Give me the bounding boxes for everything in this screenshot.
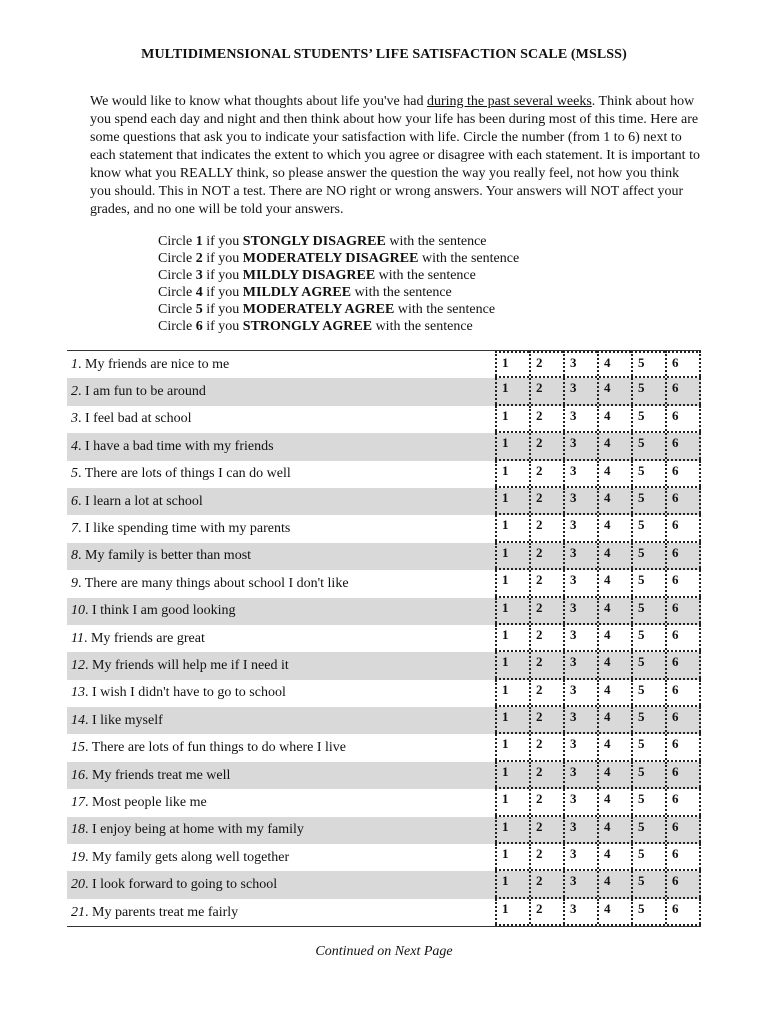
rating-option-1[interactable]: 1	[495, 871, 529, 896]
rating-option-3[interactable]: 3	[563, 871, 597, 896]
rating-options	[495, 899, 701, 926]
legend-label: MODERATELY DISAGREE	[242, 251, 419, 266]
item-text: . Most people like me	[85, 794, 207, 810]
rating-option-2[interactable]: 2	[529, 461, 563, 486]
rating-option-2[interactable]: 2	[529, 871, 563, 896]
item-row	[67, 461, 701, 488]
rating-option-2[interactable]: 2	[529, 762, 563, 787]
item-number: 5	[71, 466, 78, 482]
rating-option-5[interactable]: 5	[631, 406, 665, 431]
rating-options	[495, 652, 701, 679]
rating-option-3[interactable]: 3	[563, 652, 597, 677]
item-number: 11	[71, 630, 84, 646]
item-text: . There are lots of things I can do well	[78, 466, 291, 482]
rating-options	[495, 433, 701, 460]
legend-pre: Circle	[158, 285, 196, 300]
item-number: 6	[71, 493, 78, 509]
rating-option-5[interactable]: 5	[631, 570, 665, 595]
rating-option-1[interactable]: 1	[495, 351, 529, 376]
rating-option-1[interactable]: 1	[495, 488, 529, 513]
rating-option-3[interactable]: 3	[563, 461, 597, 486]
continued-note: Continued on Next Page	[315, 944, 453, 959]
item-row	[67, 817, 701, 844]
rating-option-6[interactable]: 6	[665, 789, 701, 814]
legend-post: with the sentence	[372, 319, 473, 334]
item-text: . My friends are nice to me	[78, 356, 230, 372]
rating-option-5[interactable]: 5	[631, 899, 665, 924]
rating-option-4[interactable]: 4	[597, 433, 631, 458]
rating-option-6[interactable]: 6	[665, 680, 701, 705]
rating-option-2[interactable]: 2	[529, 625, 563, 650]
rating-option-2[interactable]: 2	[529, 515, 563, 540]
item-statement	[67, 576, 495, 592]
rating-option-2[interactable]: 2	[529, 351, 563, 376]
rating-options	[495, 625, 701, 652]
legend-label: MODERATELY AGREE	[242, 302, 395, 317]
rating-option-5[interactable]: 5	[631, 762, 665, 787]
item-statement	[67, 658, 495, 674]
rating-option-6[interactable]: 6	[665, 652, 701, 677]
item-row	[67, 652, 701, 679]
rating-option-4[interactable]: 4	[597, 762, 631, 787]
legend-label: STRONGLY AGREE	[242, 319, 373, 334]
rating-options	[495, 789, 701, 816]
item-text: . I like spending time with my parents	[78, 521, 291, 537]
rating-options	[495, 817, 701, 844]
rating-option-5[interactable]: 5	[631, 789, 665, 814]
instructions-paragraph	[90, 93, 700, 219]
rating-option-2[interactable]: 2	[529, 844, 563, 869]
item-row	[67, 762, 701, 789]
rating-option-5[interactable]: 5	[631, 488, 665, 513]
rating-option-4[interactable]: 4	[597, 871, 631, 896]
item-text: . I look forward to going to school	[85, 877, 278, 893]
item-statement	[67, 713, 495, 729]
rating-option-2[interactable]: 2	[529, 406, 563, 431]
rating-option-6[interactable]: 6	[665, 515, 701, 540]
legend-num: 6	[195, 319, 203, 334]
item-row	[67, 570, 701, 597]
item-text: . I enjoy being at home with my family	[85, 822, 304, 838]
rating-option-1[interactable]: 1	[495, 543, 529, 568]
item-text: . There are lots of fun things to do where I live	[85, 740, 347, 756]
legend-num: 3	[195, 268, 203, 283]
page-title: MULTIDIMENSIONAL STUDENTS’ LIFE SATISFACTION SCALE (MSLSS)	[141, 47, 627, 62]
legend-post: with the sentence	[394, 302, 496, 317]
item-number: 8	[71, 548, 78, 564]
rating-options	[495, 351, 701, 378]
item-row	[67, 789, 701, 816]
rating-option-4[interactable]: 4	[597, 406, 631, 431]
item-number: 21	[71, 904, 85, 920]
item-row	[67, 680, 701, 707]
item-statement	[67, 850, 495, 866]
legend-label: MILDLY DISAGREE	[242, 268, 376, 283]
item-statement	[67, 685, 495, 701]
rating-option-4[interactable]: 4	[597, 461, 631, 486]
rating-option-5[interactable]: 5	[631, 652, 665, 677]
rating-option-6[interactable]: 6	[665, 351, 701, 376]
rating-option-5[interactable]: 5	[631, 378, 665, 403]
item-row	[67, 899, 701, 926]
rating-option-5[interactable]: 5	[631, 707, 665, 732]
rating-option-2[interactable]: 2	[529, 680, 563, 705]
scale-legend	[158, 233, 519, 335]
legend-pre: Circle	[158, 268, 196, 283]
rating-option-3[interactable]: 3	[563, 433, 597, 458]
legend-label: STONGLY DISAGREE	[242, 234, 386, 249]
rating-option-4[interactable]: 4	[597, 625, 631, 650]
item-statement	[67, 740, 495, 756]
item-number: 9	[71, 575, 78, 591]
rating-option-6[interactable]: 6	[665, 461, 701, 486]
rating-option-4[interactable]: 4	[597, 652, 631, 677]
rating-option-5[interactable]: 5	[631, 515, 665, 540]
item-number: 3	[71, 411, 78, 427]
legend-num: 5	[195, 302, 203, 317]
legend-pre: Circle	[158, 251, 196, 266]
item-row	[67, 378, 701, 405]
rating-option-1[interactable]: 1	[495, 652, 529, 677]
legend-label: MILDLY AGREE	[242, 285, 352, 300]
legend-post: with the sentence	[375, 268, 476, 283]
item-number: 15	[71, 740, 85, 756]
rating-option-2[interactable]: 2	[529, 433, 563, 458]
legend-pre: Circle	[158, 302, 196, 317]
instructions-text-2: . Think about how you spend each day and night and then think about how your life has been during most of this time. Here are some questions that ask you to indicate your satisfaction with life. Circle the number (from 1 to 6) next to each statement that indicates the extent to which you agree or disagree with each statement. It is important to know what you REALLY think, so please answer the question the way you really feel, not how you think you should. This in NOT a test. There are NO right or wrong answers. Your answers will NOT affect your grades, and no one will be told your answers.	[90, 94, 700, 217]
rating-option-1[interactable]: 1	[495, 789, 529, 814]
legend-line	[158, 318, 519, 335]
item-text: . I like myself	[85, 712, 163, 728]
item-statement	[67, 795, 495, 811]
rating-option-5[interactable]: 5	[631, 680, 665, 705]
rating-option-2[interactable]: 2	[529, 652, 563, 677]
legend-num: 4	[195, 285, 203, 300]
rating-option-3[interactable]: 3	[563, 406, 597, 431]
item-row	[67, 433, 701, 460]
rating-option-5[interactable]: 5	[631, 871, 665, 896]
rating-option-3[interactable]: 3	[563, 570, 597, 595]
legend-post: with the sentence	[351, 285, 452, 300]
rating-option-5[interactable]: 5	[631, 734, 665, 759]
legend-line	[158, 250, 519, 267]
legend-pre: Circle	[158, 234, 196, 249]
rating-option-6[interactable]: 6	[665, 871, 701, 896]
items-table	[67, 350, 701, 927]
rating-option-1[interactable]: 1	[495, 707, 529, 732]
item-text: . My family gets along well together	[85, 849, 290, 865]
rating-option-2[interactable]: 2	[529, 598, 563, 623]
rating-option-1[interactable]: 1	[495, 680, 529, 705]
rating-option-6[interactable]: 6	[665, 762, 701, 787]
rating-option-6[interactable]: 6	[665, 406, 701, 431]
item-row	[67, 351, 701, 378]
rating-options	[495, 871, 701, 898]
item-text: . My friends are great	[83, 630, 205, 646]
rating-option-1[interactable]: 1	[495, 433, 529, 458]
item-statement	[67, 439, 495, 455]
item-text: . My family is better than most	[78, 548, 252, 564]
legend-line	[158, 233, 519, 250]
rating-option-4[interactable]: 4	[597, 543, 631, 568]
rating-option-6[interactable]: 6	[665, 707, 701, 732]
rating-option-2[interactable]: 2	[529, 570, 563, 595]
item-number: 2	[71, 384, 78, 400]
rating-option-3[interactable]: 3	[563, 488, 597, 513]
rating-option-1[interactable]: 1	[495, 625, 529, 650]
rating-option-1[interactable]: 1	[495, 515, 529, 540]
rating-option-6[interactable]: 6	[665, 625, 701, 650]
instructions-underlined-text: during the past several weeks	[426, 94, 592, 109]
rating-options	[495, 488, 701, 515]
rating-options	[495, 378, 701, 405]
rating-option-1[interactable]: 1	[495, 762, 529, 787]
item-statement	[67, 521, 495, 537]
rating-option-3[interactable]: 3	[563, 844, 597, 869]
rating-option-4[interactable]: 4	[597, 570, 631, 595]
rating-option-6[interactable]: 6	[665, 899, 701, 924]
legend-line	[158, 284, 519, 301]
item-row	[67, 598, 701, 625]
rating-options	[495, 515, 701, 542]
rating-options	[495, 707, 701, 734]
item-text: . My parents treat me fairly	[85, 904, 239, 920]
legend-num: 1	[195, 234, 203, 249]
item-row	[67, 406, 701, 433]
rating-options	[495, 598, 701, 625]
rating-option-2[interactable]: 2	[529, 789, 563, 814]
rating-option-6[interactable]: 6	[665, 734, 701, 759]
rating-option-5[interactable]: 5	[631, 543, 665, 568]
item-number: 7	[71, 521, 78, 537]
rating-option-2[interactable]: 2	[529, 707, 563, 732]
item-number: 20	[71, 877, 85, 893]
rating-option-4[interactable]: 4	[597, 378, 631, 403]
rating-option-5[interactable]: 5	[631, 817, 665, 842]
rating-option-6[interactable]: 6	[665, 488, 701, 513]
legend-mid: if you	[202, 319, 243, 334]
rating-option-1[interactable]: 1	[495, 378, 529, 403]
rating-option-4[interactable]: 4	[597, 817, 631, 842]
rating-option-3[interactable]: 3	[563, 707, 597, 732]
legend-line	[158, 301, 519, 318]
rating-option-4[interactable]: 4	[597, 899, 631, 924]
rating-option-3[interactable]: 3	[563, 789, 597, 814]
item-text: . There are many things about school I don't like	[78, 575, 349, 591]
item-statement	[67, 905, 495, 921]
item-statement	[67, 357, 495, 373]
rating-option-3[interactable]: 3	[563, 543, 597, 568]
rating-option-6[interactable]: 6	[665, 543, 701, 568]
legend-mid: if you	[202, 251, 243, 266]
rating-option-2[interactable]: 2	[529, 734, 563, 759]
legend-mid: if you	[202, 234, 243, 249]
rating-option-4[interactable]: 4	[597, 707, 631, 732]
rating-options	[495, 680, 701, 707]
rating-option-1[interactable]: 1	[495, 817, 529, 842]
item-text: . My friends treat me well	[85, 767, 231, 783]
item-number: 13	[71, 685, 85, 701]
rating-option-1[interactable]: 1	[495, 734, 529, 759]
item-number: 14	[71, 712, 85, 728]
rating-options	[495, 543, 701, 570]
rating-option-3[interactable]: 3	[563, 899, 597, 924]
legend-num: 2	[195, 251, 203, 266]
rating-option-3[interactable]: 3	[563, 351, 597, 376]
rating-option-3[interactable]: 3	[563, 734, 597, 759]
item-number: 19	[71, 849, 85, 865]
rating-option-2[interactable]: 2	[529, 543, 563, 568]
rating-options	[495, 734, 701, 761]
item-statement	[67, 411, 495, 427]
rating-option-6[interactable]: 6	[665, 570, 701, 595]
item-statement	[67, 466, 495, 482]
instructions-text-1: We would like to know what thoughts about life you've had	[90, 94, 427, 109]
rating-option-5[interactable]: 5	[631, 598, 665, 623]
item-row	[67, 488, 701, 515]
rating-options	[495, 762, 701, 789]
item-text: . I have a bad time with my friends	[78, 438, 274, 454]
item-row	[67, 734, 701, 761]
item-row	[67, 844, 701, 871]
rating-option-6[interactable]: 6	[665, 817, 701, 842]
rating-option-3[interactable]: 3	[563, 680, 597, 705]
rating-option-4[interactable]: 4	[597, 680, 631, 705]
rating-option-3[interactable]: 3	[563, 762, 597, 787]
item-number: 16	[71, 767, 85, 783]
legend-mid: if you	[202, 302, 243, 317]
rating-option-2[interactable]: 2	[529, 817, 563, 842]
item-statement	[67, 822, 495, 838]
item-text: . I wish I didn't have to go to school	[85, 685, 286, 701]
item-text: . I think I am good looking	[85, 603, 236, 619]
item-number: 12	[71, 657, 85, 673]
rating-option-1[interactable]: 1	[495, 406, 529, 431]
legend-line	[158, 267, 519, 284]
rating-options	[495, 461, 701, 488]
item-number: 1	[71, 356, 78, 372]
rating-option-4[interactable]: 4	[597, 734, 631, 759]
item-statement	[67, 877, 495, 893]
rating-option-3[interactable]: 3	[563, 625, 597, 650]
rating-option-5[interactable]: 5	[631, 433, 665, 458]
rating-option-5[interactable]: 5	[631, 461, 665, 486]
rating-option-4[interactable]: 4	[597, 789, 631, 814]
item-text: . I learn a lot at school	[78, 493, 203, 509]
rating-option-3[interactable]: 3	[563, 515, 597, 540]
rating-option-5[interactable]: 5	[631, 351, 665, 376]
rating-option-1[interactable]: 1	[495, 899, 529, 924]
legend-mid: if you	[202, 285, 243, 300]
rating-option-4[interactable]: 4	[597, 515, 631, 540]
rating-option-1[interactable]: 1	[495, 844, 529, 869]
item-number: 18	[71, 822, 85, 838]
rating-option-2[interactable]: 2	[529, 378, 563, 403]
item-statement	[67, 494, 495, 510]
item-statement	[67, 384, 495, 400]
item-row	[67, 707, 701, 734]
rating-option-1[interactable]: 1	[495, 461, 529, 486]
rating-option-3[interactable]: 3	[563, 598, 597, 623]
rating-option-2[interactable]: 2	[529, 899, 563, 924]
rating-option-4[interactable]: 4	[597, 488, 631, 513]
item-row	[67, 543, 701, 570]
item-number: 10	[71, 603, 85, 619]
item-statement	[67, 768, 495, 784]
rating-option-6[interactable]: 6	[665, 598, 701, 623]
rating-option-5[interactable]: 5	[631, 625, 665, 650]
item-number: 4	[71, 438, 78, 454]
item-statement	[67, 631, 495, 647]
rating-option-4[interactable]: 4	[597, 351, 631, 376]
legend-mid: if you	[202, 268, 243, 283]
rating-option-5[interactable]: 5	[631, 844, 665, 869]
legend-pre: Circle	[158, 319, 196, 334]
item-number: 17	[71, 794, 85, 810]
rating-option-2[interactable]: 2	[529, 488, 563, 513]
rating-option-6[interactable]: 6	[665, 844, 701, 869]
rating-options	[495, 844, 701, 871]
legend-post: with the sentence	[418, 251, 520, 266]
rating-option-1[interactable]: 1	[495, 570, 529, 595]
item-row	[67, 871, 701, 898]
rating-option-4[interactable]: 4	[597, 598, 631, 623]
rating-option-4[interactable]: 4	[597, 844, 631, 869]
item-row	[67, 625, 701, 652]
item-text: . I am fun to be around	[78, 384, 206, 400]
item-text: . I feel bad at school	[78, 411, 192, 427]
item-row	[67, 515, 701, 542]
item-text: . My friends will help me if I need it	[85, 657, 289, 673]
rating-option-6[interactable]: 6	[665, 378, 701, 403]
item-statement	[67, 548, 495, 564]
rating-option-3[interactable]: 3	[563, 817, 597, 842]
rating-option-3[interactable]: 3	[563, 378, 597, 403]
rating-option-6[interactable]: 6	[665, 433, 701, 458]
rating-options	[495, 570, 701, 597]
item-statement	[67, 603, 495, 619]
rating-options	[495, 406, 701, 433]
legend-post: with the sentence	[385, 234, 487, 249]
rating-option-1[interactable]: 1	[495, 598, 529, 623]
